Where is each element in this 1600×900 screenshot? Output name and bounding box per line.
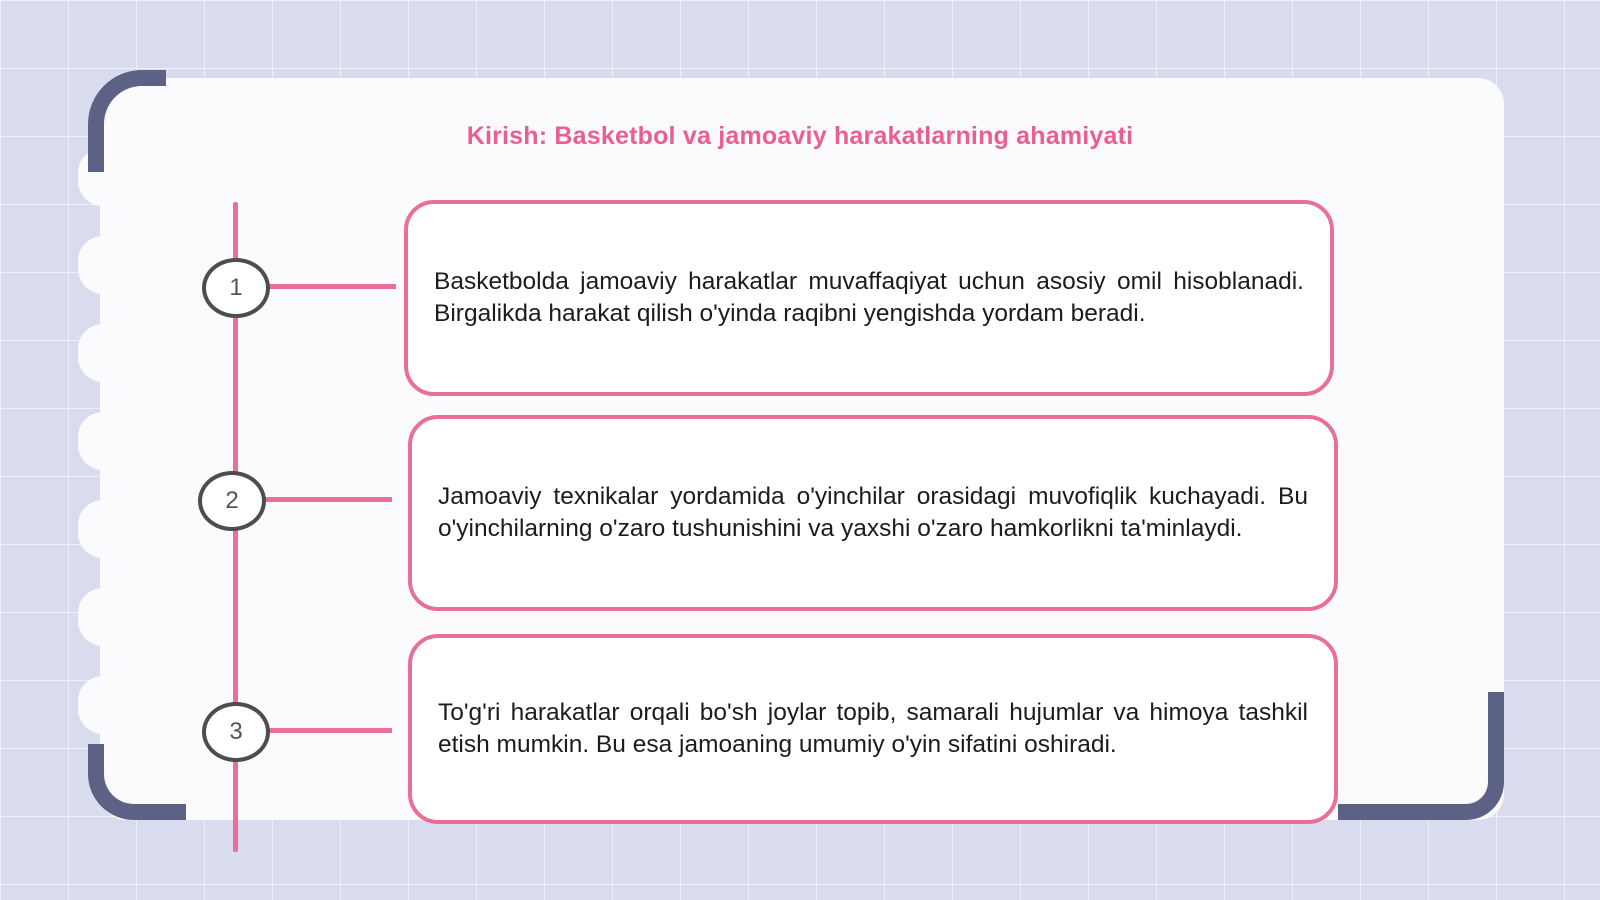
step-text: Basketbolda jamoaviy harakatlar muvaffaqiyat uchun asosiy omil hisoblanadi. Birgalikda harakat qilish o'yinda raqibni yengishda yordam beradi. [434,268,1304,327]
step-card [408,634,1338,824]
step-text: To'g'ri harakatlar orqali bo'sh joylar topib, samarali hujumlar va himoya tashkil etish mumkin. Bu esa jamoaning umumiy o'yin sifatini oshiradi. [438,699,1308,758]
corner-bracket-bottom-left [88,744,186,820]
corner-bracket-bottom-right [1338,692,1504,820]
step-text: Jamoaviy texnikalar yordamida o'yinchilar orasidagi muvofiqlik kuchayadi. Bu o'yinchilarning o'zaro tushunishini va yaxshi o'zaro hamkorlikni ta'minlaydi. [438,483,1308,542]
corner-bracket-top-left [88,70,166,172]
card-edge-scallop [78,412,128,470]
timeline-connector [266,284,396,289]
card-edge-scallop [78,236,128,294]
card-edge-scallop [78,324,128,382]
card-edge-scallop [78,500,128,558]
step-number-badge: 2 [198,471,266,531]
step-card [404,200,1334,396]
slide-title: Kirish: Basketbol va jamoaviy harakatlarning ahamiyati [466,122,1134,150]
timeline-connector [266,728,392,733]
step-card [408,415,1338,611]
card-edge-scallop [78,676,128,734]
step-number-badge: 3 [202,702,270,762]
step-number-badge: 1 [202,258,270,318]
timeline-connector [262,497,392,502]
card-edge-scallop [78,588,128,646]
